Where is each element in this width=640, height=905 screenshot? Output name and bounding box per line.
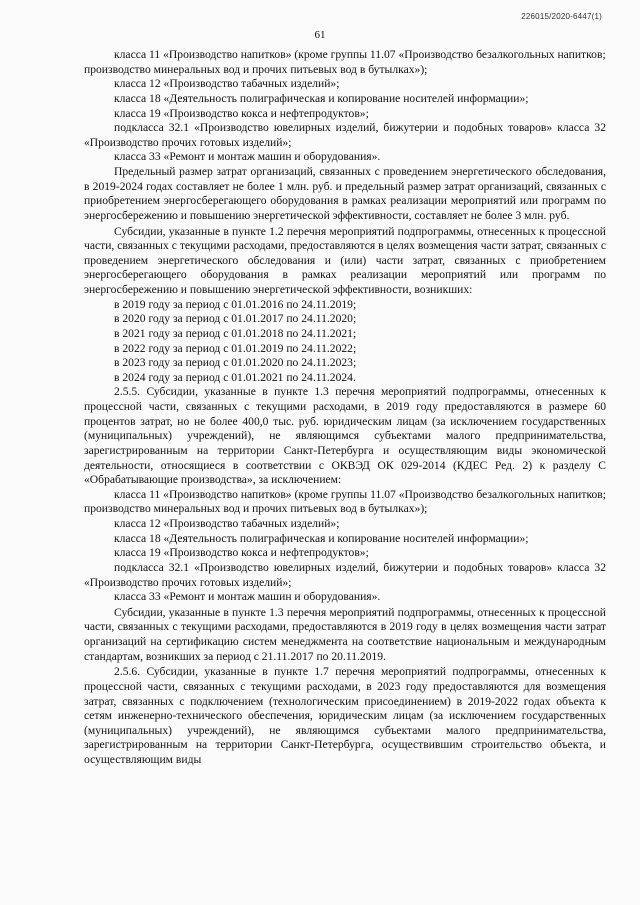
- paragraph: класса 12 «Производство табачных изделий»;: [114, 517, 340, 530]
- paragraph: класса 33 «Ремонт и монтаж машин и оборудования».: [114, 150, 381, 164]
- paragraph: класса 18 «Деятельность полиграфическая и копирование носителей информации»;: [114, 531, 529, 545]
- paragraph: класса 11 «Производство напитков» (кроме группы 11.07 «Производство безалкогольных напитков; производство минеральных вод и прочих питьевых вод в бутылках»);: [84, 48, 606, 76]
- page-number: 61: [314, 29, 326, 41]
- paragraph: в 2024 году за период с 01.01.2021 по 24.11.2024.: [114, 370, 356, 384]
- paragraph: Субсидии, указанные в пункте 1.2 перечня мероприятий подпрограммы, отнесенных к процессной части, связанных с текущими расходами, предоставляются в целях возмещения части затрат, связанных с проведением энергетического обследования и (или) части затрат, связанных с приобретением энергосберегающего оборудования в рамках реализации мероприятий или программ по энергосбережению и повышению энергетической эффективности, возникших:: [84, 224, 606, 296]
- paragraph: класса 12 «Производство табачных изделий»;: [114, 77, 340, 91]
- paragraph: в 2020 году за период с 01.01.2017 по 24.11.2020;: [114, 312, 357, 326]
- paragraph: 2.5.5. Субсидии, указанные в пункте 1.3 перечня мероприятий подпрограммы, отнесенных к процессной части, связанных с текущими расходами, в 2019 году предоставляются в размере 60 процентов затрат, но не более 400,0 тыс. руб. юридическим лицам (за исключением государственных (муниципальных) учреждений), не являющимся субъектами малого предпринимательства, зарегистрированным на территории Санкт-Петербурга и осуществляющим виды экономической деятельности, относящиеся в соответствии с ОКВЭД ОК 029-2014 (КДЕС Ред. 2) к разделу С «Обрабатывающие производства», за исключением:: [84, 385, 606, 487]
- paragraph: в 2023 году за период с 01.01.2020 по 24.11.2023;: [114, 356, 357, 370]
- paragraph: в 2021 году за период с 01.01.2018 по 24.11.2021;: [114, 326, 357, 340]
- paragraph: класса 11 «Производство напитков» (кроме группы 11.07 «Производство безалкогольных напитков; производство минеральных вод и прочих питьевых вод в бутылках»);: [84, 487, 606, 516]
- paragraph: Субсидии, указанные в пункте 1.3 перечня мероприятий подпрограммы, отнесенных к процессной части, связанных с текущими расходами, предоставляются в 2019 году в целях возмещения части затрат организаций на сертификацию систем менеджмента на соответствие национальным и международным стандартам, возникших за период с 21.11.2017 по 20.11.2019.: [84, 605, 606, 663]
- paragraph: в 2019 году за период с 01.01.2016 по 24.11.2019;: [114, 297, 357, 311]
- document-id: 226015/2020-6447(1): [521, 12, 602, 21]
- paragraph: Предельный размер затрат организаций, связанных с проведением энергетического обследования, в 2019-2024 годах составляет не более 1 млн. руб. и предельный размер затрат организаций, связанных с приобретением энергосберегающего оборудования в рамках реализации мероприятий или программ по энергосбережению и повышению энергетической эффективности, составляет не более 3 млн. руб.: [84, 165, 606, 222]
- paragraph: класса 19 «Производство кокса и нефтепродуктов»;: [114, 106, 369, 120]
- paragraph: в 2022 году за период с 01.01.2019 по 24.11.2022;: [114, 341, 357, 355]
- document-body: [84, 48, 606, 768]
- paragraph: 2.5.6. Субсидии, указанные в пункте 1.7 перечня мероприятий подпрограммы, отнесенных к процессной части, связанных с текущими расходами, в 2023 году предоставляются для возмещения затрат, связанных с подключением (технологическим присоединением) в 2019-2022 годах объекта к сетям инженерно-технического обеспечения, юридическим лицам (за исключением государственных (муниципальных) учреждений), не являющимся субъектами малого предпринимательства, зарегистрированным на территории Санкт-Петербурга, осуществившим строительство объекта, и осуществляющим виды: [84, 665, 606, 766]
- paragraph: класса 18 «Деятельность полиграфическая и копирование носителей информации»;: [114, 91, 529, 105]
- paragraph: класса 33 «Ремонт и монтаж машин и оборудования».: [114, 590, 381, 604]
- paragraph: класса 19 «Производство кокса и нефтепродуктов»;: [114, 546, 369, 560]
- paragraph: подкласса 32.1 «Производство ювелирных изделий, бижутерии и подобных товаров» класса 32 «Производство прочих готовых изделий»;: [84, 560, 606, 589]
- paragraph: подкласса 32.1 «Производство ювелирных изделий, бижутерии и подобных товаров» класса 32 «Производство прочих готовых изделий»;: [84, 121, 606, 149]
